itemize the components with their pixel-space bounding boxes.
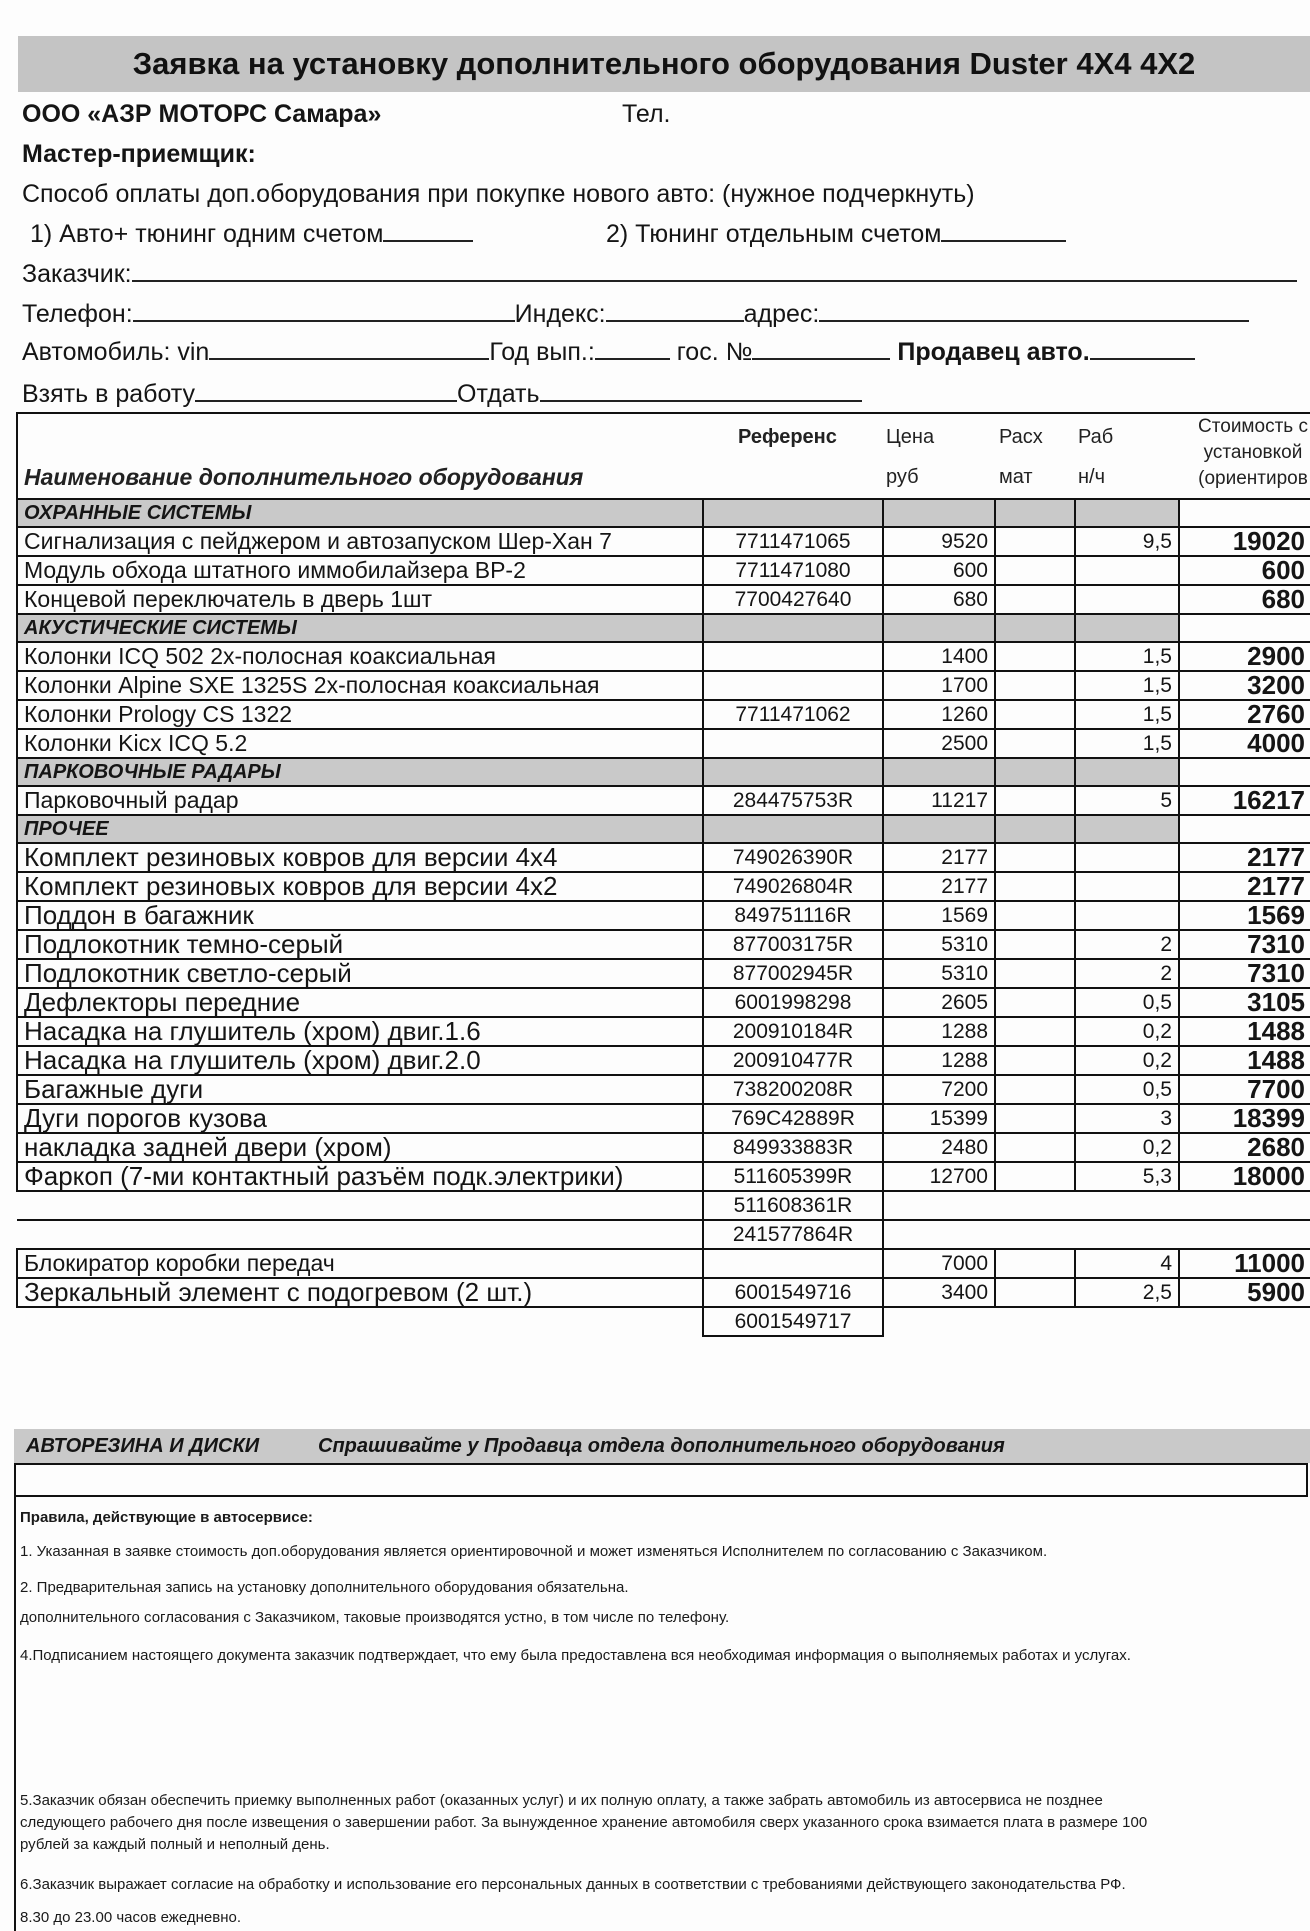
item-labor: 1,5 — [1075, 642, 1179, 671]
item-price: 1700 — [883, 671, 995, 700]
item-ref: 749026804R — [703, 872, 883, 901]
service-rules — [14, 1497, 1310, 1931]
item-cost: 3200 — [1179, 671, 1310, 700]
rule-4: 4.Подписанием настоящего документа заказчик подтверждает, что ему была предоставлена вся необходимая информация о выполняемых работах и услугах. — [20, 1647, 1131, 1664]
plate-label: гос. № — [676, 338, 753, 366]
item-materials — [995, 671, 1075, 700]
index-label: Индекс: — [514, 300, 606, 328]
section-row — [17, 758, 1310, 786]
item-ref: 6001549716 — [703, 1278, 883, 1307]
rule-7: 8.30 до 23.00 часов ежедневно. — [20, 1909, 241, 1926]
car-label: Автомобиль: vin — [22, 338, 210, 366]
item-labor — [1075, 901, 1179, 930]
item-materials — [995, 1249, 1075, 1278]
item-labor — [1075, 872, 1179, 901]
section-security: ОХРАННЫЕ СИСТЕМЫ — [17, 499, 703, 527]
seller-field[interactable] — [1090, 338, 1195, 360]
item-ref: 200910477R — [703, 1046, 883, 1075]
item-materials — [995, 642, 1075, 671]
item-name: Фаркоп (7-ми контактный разъём подк.электрики) — [17, 1162, 703, 1191]
item-name: Колонки ICQ 502 2х-полосная коаксиальная — [17, 642, 703, 671]
take-label: Взять в работу — [22, 380, 196, 408]
item-labor — [1075, 843, 1179, 872]
item-price: 1288 — [883, 1017, 995, 1046]
item-labor: 0,2 — [1075, 1017, 1179, 1046]
item-cost: 1569 — [1179, 901, 1310, 930]
item-materials — [995, 843, 1075, 872]
item-cost: 1488 — [1179, 1046, 1310, 1075]
item-cost: 4000 — [1179, 729, 1310, 758]
header-materials-2: мат — [999, 466, 1033, 488]
item-cost: 1488 — [1179, 1017, 1310, 1046]
table-row — [17, 786, 1310, 815]
item-price: 3400 — [883, 1278, 995, 1307]
item-name: Дуги порогов кузова — [17, 1104, 703, 1133]
item-ref — [703, 642, 883, 671]
phone-row — [22, 300, 1249, 329]
table-row — [17, 988, 1310, 1017]
item-cost: 2177 — [1179, 872, 1310, 901]
item-price: 1288 — [883, 1046, 995, 1075]
table-row — [17, 1104, 1310, 1133]
item-labor: 4 — [1075, 1249, 1179, 1278]
table-row — [17, 1075, 1310, 1104]
item-labor: 5 — [1075, 786, 1179, 815]
item-ref: 7711471062 — [703, 700, 883, 729]
item-name: накладка задней двери (хром) — [17, 1133, 703, 1162]
item-materials — [995, 1104, 1075, 1133]
table-row — [17, 872, 1310, 901]
item-materials — [995, 1278, 1075, 1307]
take-field[interactable] — [195, 380, 457, 402]
table-row — [17, 585, 1310, 614]
item-materials — [995, 556, 1075, 585]
item-cost: 16217 — [1179, 786, 1310, 815]
tel-label: Тел. — [622, 100, 671, 128]
header-cost — [1178, 414, 1310, 492]
item-labor: 0,2 — [1075, 1046, 1179, 1075]
item-ref: 7711471065 — [703, 527, 883, 556]
item-materials — [995, 1162, 1075, 1191]
item-materials — [995, 901, 1075, 930]
item-labor — [1075, 556, 1179, 585]
header-labor: Раб — [1078, 426, 1114, 448]
item-labor — [1075, 585, 1179, 614]
item-name: Зеркальный элемент с подогревом (2 шт.) — [17, 1278, 703, 1307]
header-labor-unit: н/ч — [1078, 466, 1106, 488]
item-price: 1260 — [883, 700, 995, 729]
rule-2: 2. Предварительная запись на установку дополнительного оборудования обязательна. — [20, 1579, 629, 1596]
item-ref: 849751116R — [703, 901, 883, 930]
item-name: Багажные дуги — [17, 1075, 703, 1104]
item-name: Насадка на глушитель (хром) двиг.2.0 — [17, 1046, 703, 1075]
car-row — [22, 338, 1195, 367]
item-labor: 0,5 — [1075, 1075, 1179, 1104]
item-materials — [995, 1075, 1075, 1104]
rule-1: 1. Указанная в заявке стоимость доп.оборудования является ориентировочной и может изменяться Исполнителем по согласованию с Заказчиком. — [20, 1543, 1048, 1560]
item-materials — [995, 700, 1075, 729]
item-ref: 769C42889R — [703, 1104, 883, 1133]
item-ref: 6001998298 — [703, 988, 883, 1017]
item-ref — [703, 729, 883, 758]
table-row — [17, 527, 1310, 556]
item-name: Комплект резиновых ковров для версии 4х4 — [17, 843, 703, 872]
payment-option-2-label: 2) Тюнинг отдельным счетом — [606, 220, 942, 248]
rule-3: дополнительного согласования с Заказчиком, таковые производятся устно, в том числе по телефону. — [20, 1609, 730, 1626]
table-row — [17, 1191, 1310, 1220]
item-ref: 284475753R — [703, 786, 883, 815]
item-ref — [703, 671, 883, 700]
table-header — [16, 414, 1310, 498]
address-label: адрес: — [743, 300, 820, 328]
item-ref — [703, 1249, 883, 1278]
section-acoustic: АКУСТИЧЕСКИЕ СИСТЕМЫ — [17, 614, 703, 642]
item-cost: 7310 — [1179, 930, 1310, 959]
customer-field[interactable] — [132, 260, 1297, 282]
item-ref: 738200208R — [703, 1075, 883, 1104]
payment-option-2-blank — [941, 220, 1066, 242]
item-labor: 0,5 — [1075, 988, 1179, 1017]
item-name: Колонки Prology CS 1322 — [17, 700, 703, 729]
item-ref: 849933883R — [703, 1133, 883, 1162]
header-name: Наименование дополнительного оборудования — [24, 464, 584, 490]
item-materials — [995, 1133, 1075, 1162]
table-row — [17, 1307, 1310, 1336]
phone-field[interactable] — [133, 300, 515, 322]
header-price-unit: руб — [886, 466, 919, 488]
phone-label: Телефон: — [22, 300, 133, 328]
section-parking: ПАРКОВОЧНЫЕ РАДАРЫ — [17, 758, 703, 786]
item-cost: 600 — [1179, 556, 1310, 585]
table-row — [17, 1046, 1310, 1075]
table-row — [17, 1249, 1310, 1278]
payment-option-1[interactable] — [30, 220, 473, 249]
item-ref: 7700427640 — [703, 585, 883, 614]
item-name: Колонки Kicx ICQ 5.2 — [17, 729, 703, 758]
tires-label: АВТОРЕЗИНА И ДИСКИ — [26, 1435, 260, 1457]
customer-row — [22, 260, 1297, 289]
item-price: 2177 — [883, 872, 995, 901]
item-price: 1569 — [883, 901, 995, 930]
vin-field[interactable] — [209, 338, 489, 360]
item-labor: 1,5 — [1075, 700, 1179, 729]
item-labor: 1,5 — [1075, 729, 1179, 758]
item-labor: 2 — [1075, 959, 1179, 988]
table-row — [17, 1278, 1310, 1307]
item-materials — [995, 729, 1075, 758]
item-price: 2177 — [883, 843, 995, 872]
item-price: 15399 — [883, 1104, 995, 1133]
item-ref: 511608361R — [703, 1191, 883, 1220]
item-price: 1400 — [883, 642, 995, 671]
item-materials — [995, 959, 1075, 988]
item-ref: 200910184R — [703, 1017, 883, 1046]
item-labor: 2 — [1075, 930, 1179, 959]
item-price: 7200 — [883, 1075, 995, 1104]
item-name: Комплект резиновых ковров для версии 4х2 — [17, 872, 703, 901]
item-name: Насадка на глушитель (хром) двиг.1.6 — [17, 1017, 703, 1046]
item-cost: 2177 — [1179, 843, 1310, 872]
item-cost: 11000 — [1179, 1249, 1310, 1278]
item-price: 600 — [883, 556, 995, 585]
item-price: 2480 — [883, 1133, 995, 1162]
item-materials — [995, 527, 1075, 556]
schedule-row — [22, 380, 862, 409]
rule-5-line-1: 5.Заказчик обязан обеспечить приемку выполненных работ (оказанных услуг) и их полную оплату, а также забрать автомобиль из автосервиса не позднее — [20, 1792, 1103, 1809]
header-price: Цена — [886, 426, 935, 448]
give-label: Отдать — [457, 380, 540, 408]
header-materials: Расх — [999, 426, 1043, 448]
table-row — [17, 1017, 1310, 1046]
tires-note: Спрашивайте у Продавца отдела дополнительного оборудования — [318, 1435, 1005, 1457]
item-price: 2500 — [883, 729, 995, 758]
master-label: Мастер-приемщик: — [22, 140, 256, 168]
table-row — [17, 642, 1310, 671]
rule-5-line-2: следующего рабочего дня после извещения о завершении работ. За вынужденное хранение автомобиля сверх указанного срока взимается плата в размере 100 — [20, 1814, 1148, 1831]
tires-section — [14, 1429, 1310, 1463]
item-materials — [995, 872, 1075, 901]
item-price: 12700 — [883, 1162, 995, 1191]
item-price: 2605 — [883, 988, 995, 1017]
item-name: Подлокотник светло-серый — [17, 959, 703, 988]
section-other: ПРОЧЕЕ — [17, 815, 703, 843]
item-ref: 7711471080 — [703, 556, 883, 585]
table-row — [17, 671, 1310, 700]
page-title: Заявка на установку дополнительного оборудования Duster 4X4 4X2 — [18, 36, 1310, 92]
address-field[interactable] — [819, 300, 1249, 322]
item-labor: 0,2 — [1075, 1133, 1179, 1162]
table-row — [17, 1220, 1310, 1249]
header-cost-line-1: Стоимость с — [1198, 416, 1308, 437]
company-name: ООО «АЗР МОТОРС Самара» — [22, 100, 382, 128]
rule-6: 6.Заказчик выражает согласие на обработку и использование его персональных данных в соответствии с требованиями действующего законодательства РФ. — [20, 1876, 1126, 1893]
item-price: 5310 — [883, 930, 995, 959]
item-name: Парковочный радар — [17, 786, 703, 815]
item-cost: 2900 — [1179, 642, 1310, 671]
item-name: Концевой переключатель в дверь 1шт — [17, 585, 703, 614]
item-name: Подлокотник темно-серый — [17, 930, 703, 959]
item-name: Дефлекторы передние — [17, 988, 703, 1017]
section-row — [17, 614, 1310, 642]
item-name: Поддон в багажник — [17, 901, 703, 930]
items-table — [16, 498, 1310, 1337]
item-name: Модуль обхода штатного иммобилайзера ВР-2 — [17, 556, 703, 585]
table-row — [17, 1162, 1310, 1191]
item-price: 5310 — [883, 959, 995, 988]
tires-empty-row — [14, 1463, 1308, 1497]
table-row — [17, 959, 1310, 988]
item-name: Сигнализация с пейджером и автозапуском Шер-Хан 7 — [17, 527, 703, 556]
table-row — [17, 843, 1310, 872]
item-materials — [995, 1017, 1075, 1046]
item-labor: 2,5 — [1075, 1278, 1179, 1307]
item-materials — [995, 1046, 1075, 1075]
item-labor: 3 — [1075, 1104, 1179, 1133]
header-ref: Референс — [738, 426, 837, 448]
item-cost: 680 — [1179, 585, 1310, 614]
item-ref: 241577864R — [703, 1220, 883, 1249]
item-labor: 9,5 — [1075, 527, 1179, 556]
item-price: 680 — [883, 585, 995, 614]
section-row — [17, 815, 1310, 843]
seller-label: Продавец авто. — [897, 338, 1090, 366]
table-row — [17, 556, 1310, 585]
payment-option-2[interactable] — [606, 220, 1066, 249]
table-row — [17, 729, 1310, 758]
index-field[interactable] — [606, 300, 744, 322]
year-label: Год вып.: — [489, 338, 595, 366]
give-field[interactable] — [540, 380, 862, 402]
table-row — [17, 901, 1310, 930]
item-materials — [995, 786, 1075, 815]
item-cost: 2680 — [1179, 1133, 1310, 1162]
header-cost-line-2: установкой — [1203, 442, 1303, 463]
item-cost: 2760 — [1179, 700, 1310, 729]
item-price: 7000 — [883, 1249, 995, 1278]
item-price: 9520 — [883, 527, 995, 556]
item-cost: 3105 — [1179, 988, 1310, 1017]
table-row — [17, 1133, 1310, 1162]
item-name: Блокиратор коробки передач — [17, 1249, 703, 1278]
table-row — [17, 930, 1310, 959]
item-cost: 18399 — [1179, 1104, 1310, 1133]
section-row — [17, 499, 1310, 527]
item-name: Колонки Alpine SXE 1325S 2х-полосная коаксиальная — [17, 671, 703, 700]
item-cost: 7310 — [1179, 959, 1310, 988]
item-cost: 18000 — [1179, 1162, 1310, 1191]
payment-option-1-blank — [383, 220, 473, 242]
payment-option-1-label: 1) Авто+ тюнинг одним счетом — [30, 220, 384, 248]
item-price: 11217 — [883, 786, 995, 815]
item-cost: 19020 — [1179, 527, 1310, 556]
item-ref: 877002945R — [703, 959, 883, 988]
item-materials — [995, 930, 1075, 959]
item-labor: 5,3 — [1075, 1162, 1179, 1191]
item-labor: 1,5 — [1075, 671, 1179, 700]
item-cost: 7700 — [1179, 1075, 1310, 1104]
plate-field[interactable] — [752, 338, 890, 360]
item-ref: 6001549717 — [703, 1307, 883, 1336]
equipment-table — [16, 412, 1310, 1337]
item-cost: 5900 — [1179, 1278, 1310, 1307]
payment-method-label: Способ оплаты доп.оборудования при покупке нового авто: (нужное подчеркнуть) — [22, 180, 975, 208]
item-materials — [995, 988, 1075, 1017]
item-ref: 749026390R — [703, 843, 883, 872]
table-row — [17, 700, 1310, 729]
item-ref: 877003175R — [703, 930, 883, 959]
rule-5-line-3: рублей за каждый полный и неполный день. — [20, 1836, 330, 1853]
header-cost-line-3: (ориентиров — [1198, 468, 1308, 489]
customer-label: Заказчик: — [22, 260, 132, 288]
item-ref: 511605399R — [703, 1162, 883, 1191]
year-field[interactable] — [595, 338, 670, 360]
item-materials — [995, 585, 1075, 614]
rules-heading: Правила, действующие в автосервисе: — [20, 1509, 313, 1526]
